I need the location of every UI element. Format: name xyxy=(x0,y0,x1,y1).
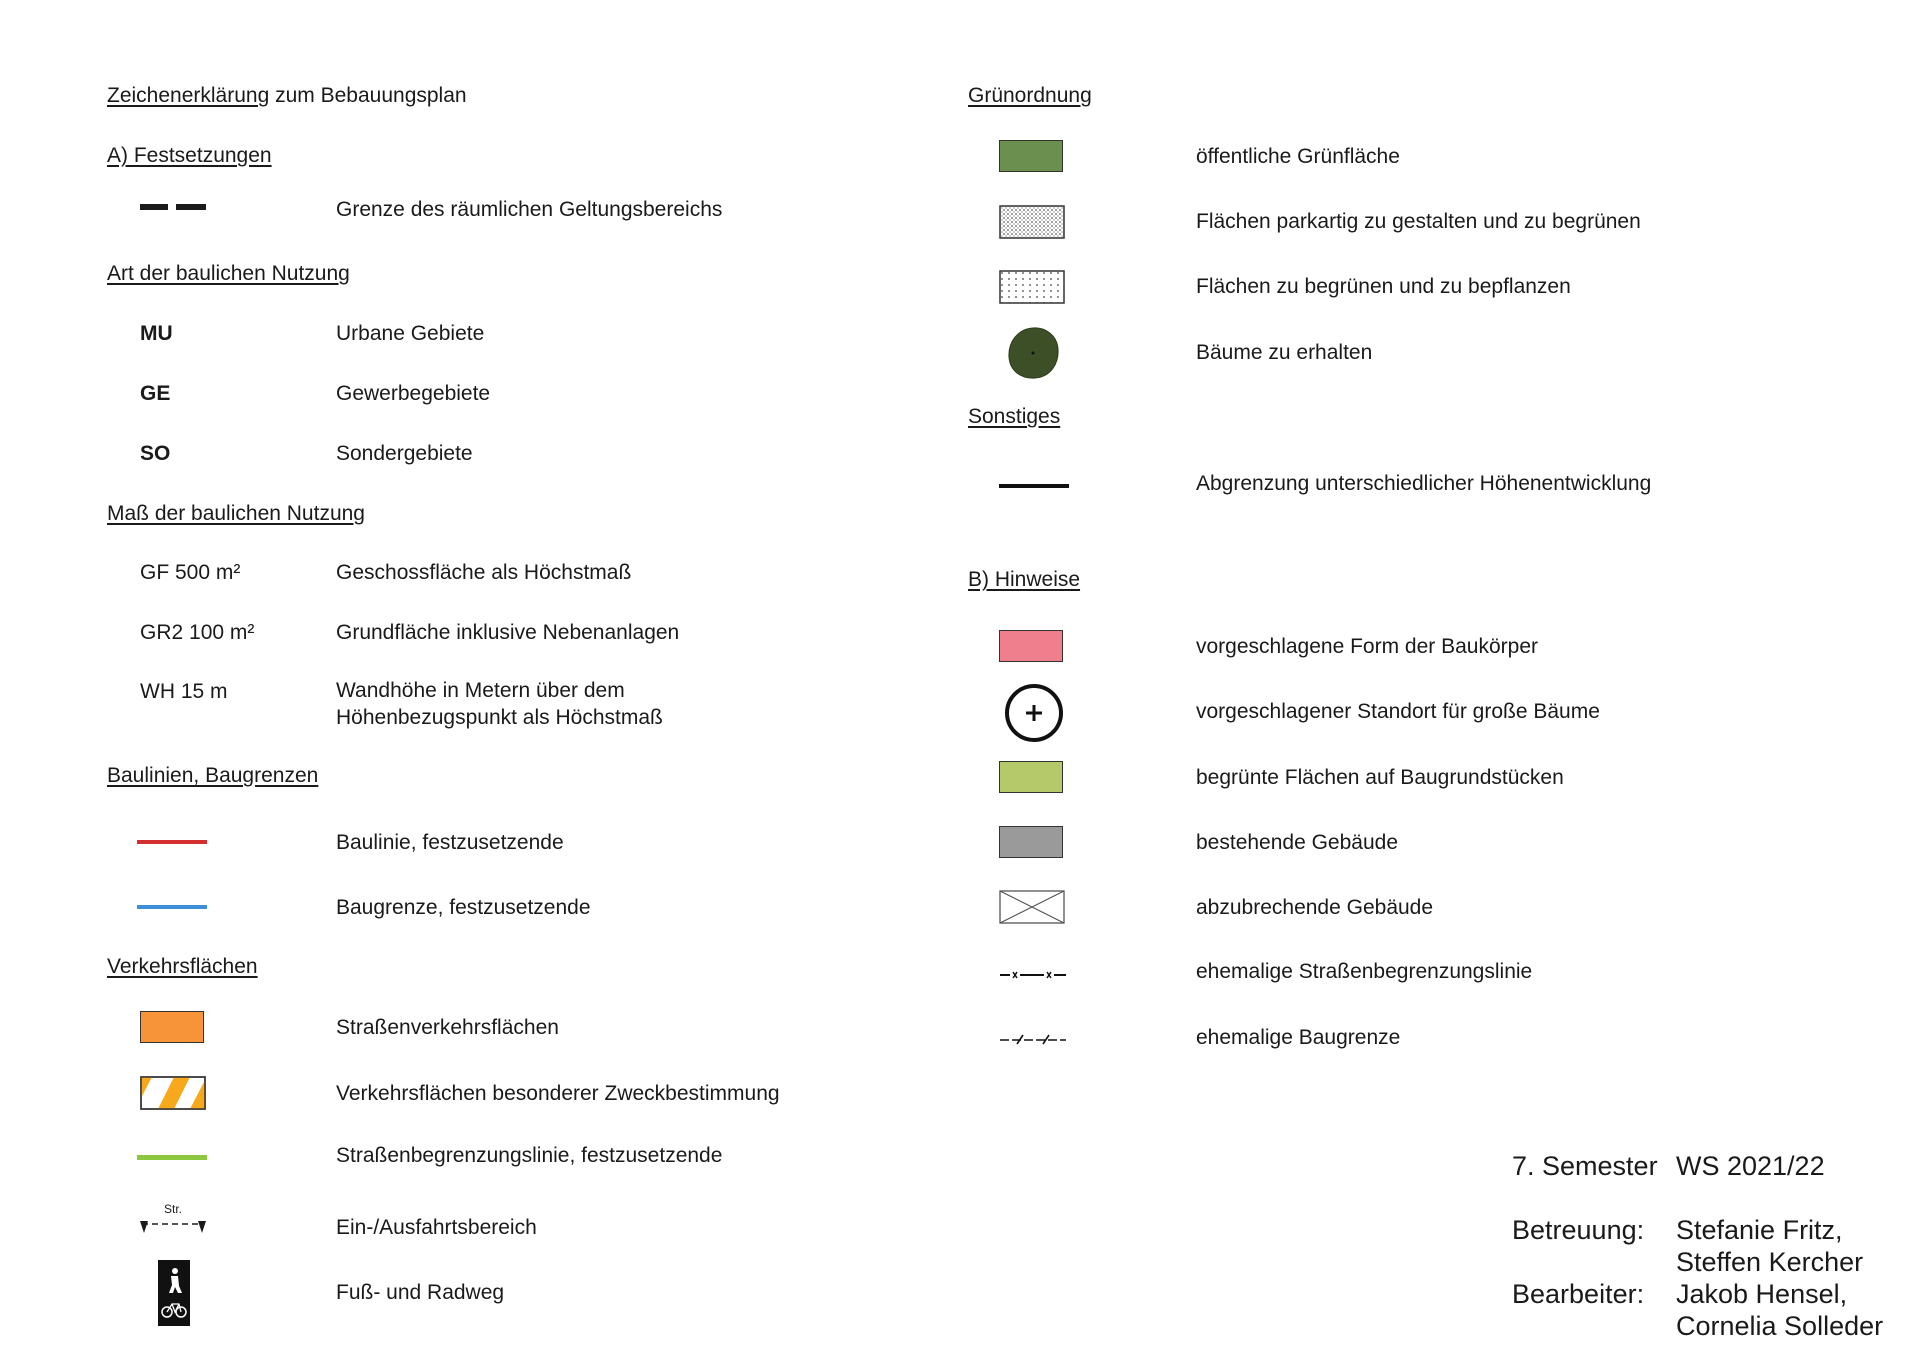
code-ge: GE xyxy=(140,382,171,405)
betreuung-name-2: Steffen Kercher xyxy=(1676,1247,1864,1277)
label-grundflaeche: Grundfläche inklusive Nebenanlagen xyxy=(336,621,680,644)
dense-dot-pattern-icon xyxy=(999,205,1065,239)
label-begruente-flaechen: begrünte Flächen auf Baugrundstücken xyxy=(1196,766,1564,789)
bearbeiter-name-2: Cornelia Solleder xyxy=(1676,1311,1884,1341)
dashed-boundary-line-icon xyxy=(140,201,206,213)
semester-term: WS 2021/22 xyxy=(1676,1151,1825,1181)
light-green-area-icon xyxy=(999,761,1063,793)
label-wandhoehe-2: Höhenbezugspunkt als Höchstmaß xyxy=(336,706,663,729)
code-gf: GF 500 m² xyxy=(140,561,241,584)
dash-x-line-icon xyxy=(998,968,1068,982)
heading-gruenordnung: Grünordnung xyxy=(968,84,1092,107)
label-wandhoehe-1: Wandhöhe in Metern über dem xyxy=(336,679,625,702)
legend-title-rest: zum Bebauungsplan xyxy=(269,84,467,107)
bearbeiter-name-1: Jakob Hensel, xyxy=(1676,1279,1848,1309)
legend-title xyxy=(107,84,467,108)
crossed-box-icon xyxy=(999,890,1065,924)
sparse-dot-pattern-icon xyxy=(999,270,1065,304)
betreuung-name-1: Stefanie Fritz, xyxy=(1676,1215,1843,1245)
heading-baulinien: Baulinien, Baugrenzen xyxy=(107,764,319,787)
orange-area-icon xyxy=(140,1011,204,1043)
label-abzubrechende-gebaeude: abzubrechende Gebäude xyxy=(1196,896,1434,919)
label-baugrenze: Baugrenze, festzusetzende xyxy=(336,896,591,919)
legend-title-main: Zeichenerklärung xyxy=(107,84,270,107)
label-strassenverkehrsflaechen: Straßenverkehrsflächen xyxy=(336,1016,559,1039)
betreuung-label: Betreuung: xyxy=(1512,1215,1645,1245)
pedestrian-bicycle-icon xyxy=(158,1260,190,1326)
semester-label: 7. Semester xyxy=(1512,1151,1658,1181)
code-wh: WH 15 m xyxy=(140,680,228,703)
pink-area-icon xyxy=(999,630,1063,662)
label-oeffentliche-gruenflaeche: öffentliche Grünfläche xyxy=(1196,145,1400,168)
label-ehem-strassenbegrenzung: ehemalige Straßenbegrenzungslinie xyxy=(1196,960,1533,983)
label-ehem-baugrenze: ehemalige Baugrenze xyxy=(1196,1026,1401,1049)
label-standort-baeume: vorgeschlagener Standort für große Bäume xyxy=(1196,700,1600,723)
code-so: SO xyxy=(140,442,171,465)
code-mu: MU xyxy=(140,322,173,345)
label-strassenbegrenzungslinie: Straßenbegrenzungslinie, festzusetzende xyxy=(336,1144,723,1167)
driveway-icon xyxy=(138,1201,208,1237)
label-geschossflaeche: Geschossfläche als Höchstmaß xyxy=(336,561,632,584)
code-gr: GR2 100 m² xyxy=(140,621,255,644)
label-urbane-gebiete: Urbane Gebiete xyxy=(336,322,485,345)
label-geltungsbereich: Grenze des räumlichen Geltungsbereichs xyxy=(336,198,723,221)
bearbeiter-label: Bearbeiter: xyxy=(1512,1279,1645,1309)
tree-icon xyxy=(1005,325,1061,381)
orange-striped-area-icon xyxy=(140,1076,206,1110)
heading-mass-nutzung: Maß der baulichen Nutzung xyxy=(107,502,365,525)
label-baulinie: Baulinie, festzusetzende xyxy=(336,831,564,854)
heading-sonstiges: Sonstiges xyxy=(968,405,1061,428)
driveway-icon-text: Str. xyxy=(164,1202,183,1216)
grey-area-icon xyxy=(999,826,1063,858)
label-fuss-radweg: Fuß- und Radweg xyxy=(336,1281,505,1304)
label-abgrenzung: Abgrenzung unterschiedlicher Höhenentwicklung xyxy=(1196,472,1652,495)
heading-festsetzungen: A) Festsetzungen xyxy=(107,144,272,167)
black-line-icon xyxy=(999,484,1069,488)
label-bestehende-gebaeude: bestehende Gebäude xyxy=(1196,831,1399,854)
heading-hinweise: B) Hinweise xyxy=(968,568,1081,591)
label-parkartig: Flächen parkartig zu gestalten und zu begrünen xyxy=(1196,210,1641,233)
label-sondergebiete: Sondergebiete xyxy=(336,442,473,465)
label-baeume-erhalten: Bäume zu erhalten xyxy=(1196,341,1373,364)
label-verkehrsflaechen-besonders: Verkehrsflächen besonderer Zweckbestimmung xyxy=(336,1082,780,1105)
label-baukoerper: vorgeschlagene Form der Baukörper xyxy=(1196,635,1539,658)
circle-plus-icon xyxy=(1004,683,1064,743)
green-area-icon xyxy=(999,140,1063,172)
heading-verkehrsflaechen: Verkehrsflächen xyxy=(107,955,258,978)
blue-line-icon xyxy=(137,905,207,909)
red-line-icon xyxy=(137,840,207,844)
slashed-line-icon xyxy=(998,1032,1068,1046)
label-gewerbegebiete: Gewerbegebiete xyxy=(336,382,491,405)
heading-art-nutzung: Art der baulichen Nutzung xyxy=(107,262,350,285)
green-line-icon xyxy=(137,1155,207,1160)
label-begruenen-bepflanzen: Flächen zu begrünen und zu bepflanzen xyxy=(1196,275,1571,298)
label-einfahrt: Ein-/Ausfahrtsbereich xyxy=(336,1216,537,1239)
